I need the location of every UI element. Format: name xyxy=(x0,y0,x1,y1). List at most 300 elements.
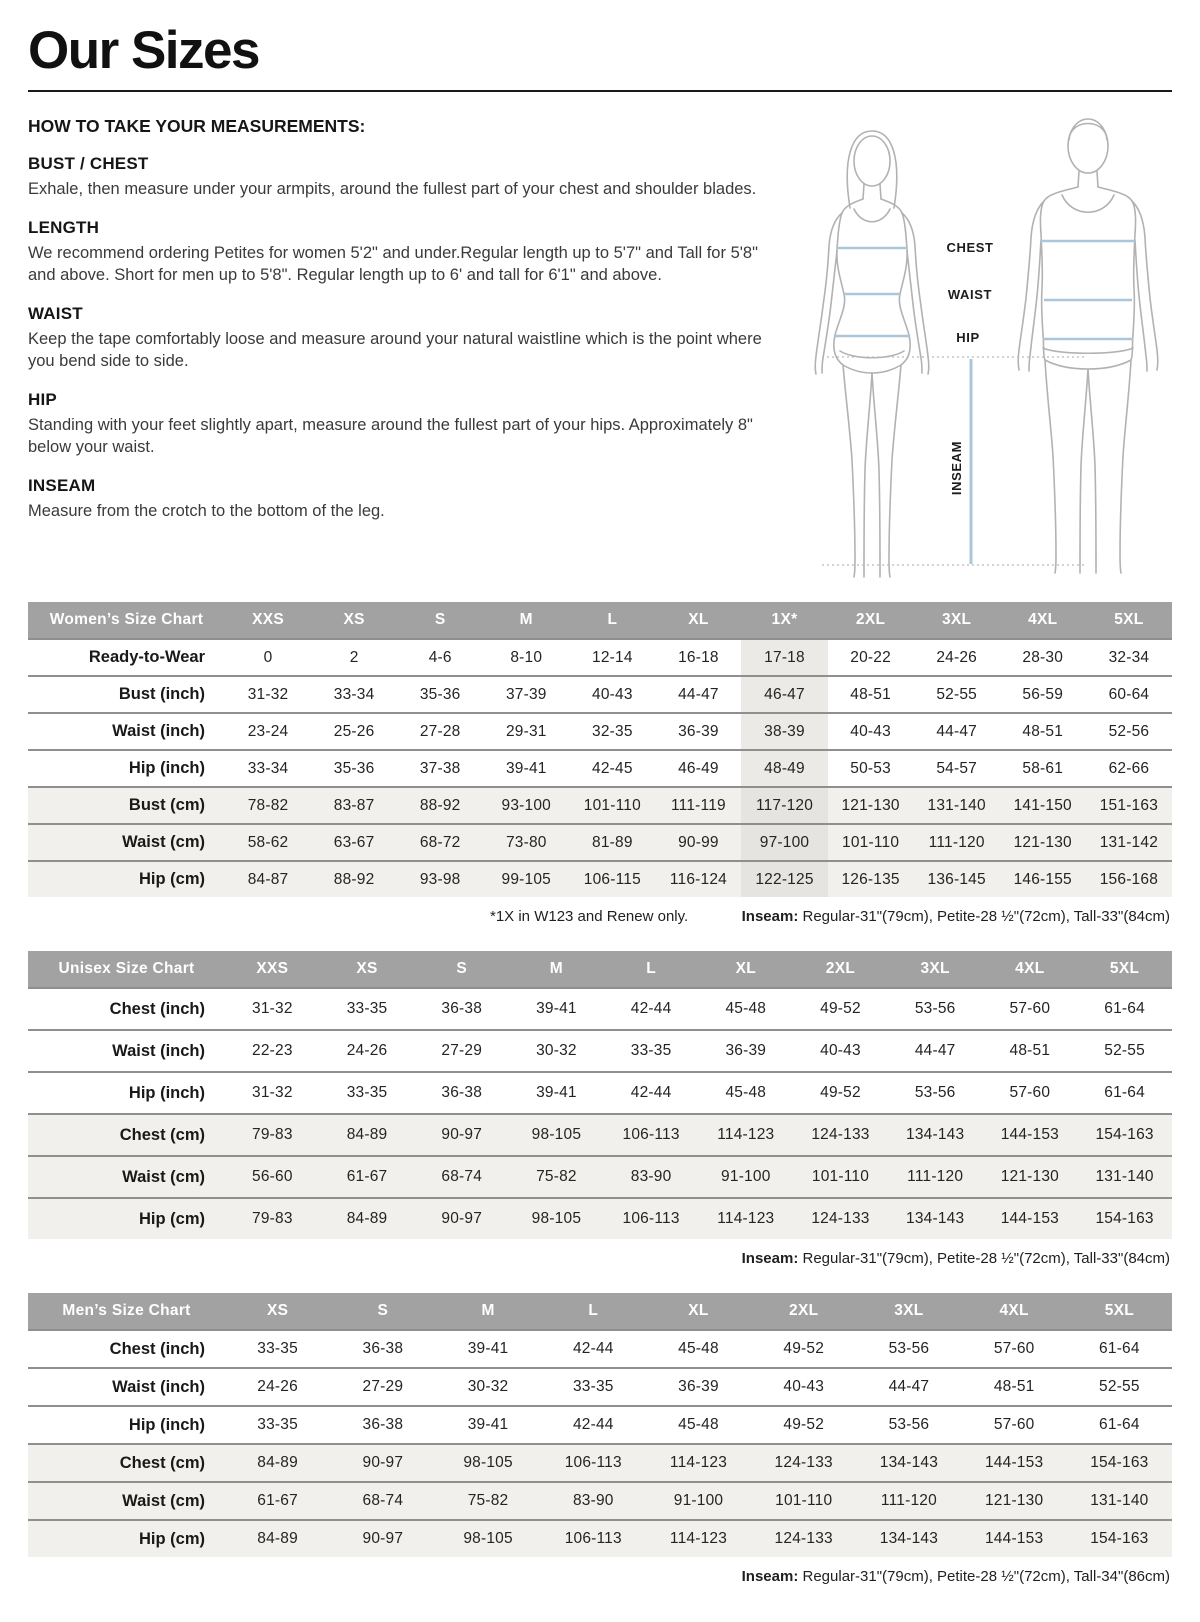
size-cell: 124-133 xyxy=(811,1210,870,1228)
row-label: Chest (inch) xyxy=(109,1339,205,1358)
size-cell: 156-168 xyxy=(1099,870,1159,888)
size-cell: 121-130 xyxy=(984,1492,1044,1510)
size-cell: 27-29 xyxy=(441,1042,483,1060)
size-cell: 42-44 xyxy=(630,1000,672,1018)
row-label: Hip (cm) xyxy=(139,1529,205,1548)
size-cell: 0 xyxy=(263,648,273,666)
table-row xyxy=(28,861,1172,897)
mens-table-title: Men’s Size Chart xyxy=(28,1293,225,1330)
unisex-table-header-row xyxy=(28,951,1172,988)
size-cell: 61-67 xyxy=(346,1168,388,1186)
size-cell: 32-34 xyxy=(1108,648,1150,666)
unisex-table-title: Unisex Size Chart xyxy=(28,951,225,988)
section-body: Keep the tape comfortably loose and measure around your natural waistline which is the point where you bend side to side. xyxy=(28,330,762,371)
womens-table-notes xyxy=(28,908,1172,929)
table-row xyxy=(28,639,1172,676)
size-column-header: M xyxy=(509,951,604,988)
section-title: BUST / CHEST xyxy=(28,154,149,174)
size-cell: 8-10 xyxy=(510,648,543,666)
size-column-header: M xyxy=(483,602,569,639)
size-column-header: 2XL xyxy=(793,951,888,988)
size-cell: 40-43 xyxy=(783,1378,825,1396)
size-cell: 17-18 xyxy=(741,639,827,676)
size-cell: 134-143 xyxy=(879,1454,939,1472)
measurement-figure-illustration xyxy=(790,108,1172,590)
size-cell: 31-32 xyxy=(252,1084,293,1102)
size-cell: 53-56 xyxy=(888,1340,930,1358)
size-cell: 106-113 xyxy=(622,1210,680,1228)
size-cell: 45-48 xyxy=(725,1000,767,1018)
size-cell: 52-56 xyxy=(1108,722,1150,740)
size-cell: 131-142 xyxy=(1099,833,1159,851)
size-cell: 79-83 xyxy=(252,1126,293,1144)
size-column-header: M xyxy=(435,1293,540,1330)
table-row xyxy=(28,1406,1172,1444)
female-figure-outline xyxy=(815,131,929,577)
section-title: WAIST xyxy=(28,304,83,324)
size-cell: 57-60 xyxy=(993,1416,1035,1434)
size-cell: 134-143 xyxy=(879,1530,939,1548)
size-cell: 52-55 xyxy=(1099,1378,1140,1396)
size-cell: 146-155 xyxy=(1013,870,1072,888)
size-cell: 40-43 xyxy=(592,685,633,703)
size-column-header: XS xyxy=(225,1293,330,1330)
size-cell: 90-99 xyxy=(678,833,719,851)
size-cell: 60-64 xyxy=(1108,685,1150,703)
size-cell: 88-92 xyxy=(333,870,375,888)
page-title: Our Sizes xyxy=(28,21,259,80)
size-cell: 83-87 xyxy=(333,796,375,814)
size-cell: 84-89 xyxy=(257,1454,298,1472)
size-column-header: 1X* xyxy=(741,602,827,639)
hip-label: HIP xyxy=(956,330,980,346)
section-body: Exhale, then measure under your armpits, around the fullest part of your chest and shoulder blades. xyxy=(28,180,757,199)
table-row xyxy=(28,1198,1172,1239)
size-cell: 114-123 xyxy=(717,1126,775,1144)
size-cell: 37-38 xyxy=(419,759,461,777)
size-cell: 57-60 xyxy=(1009,1084,1051,1102)
section-title: LENGTH xyxy=(28,218,100,238)
size-cell: 48-51 xyxy=(993,1378,1035,1396)
row-label: Waist (cm) xyxy=(122,833,205,852)
size-cell: 121-130 xyxy=(841,796,900,814)
size-cell: 106-113 xyxy=(564,1530,622,1548)
size-cell: 154-163 xyxy=(1090,1530,1149,1548)
size-cell: 63-67 xyxy=(333,833,375,851)
size-cell: 114-123 xyxy=(717,1210,775,1228)
size-cell: 2 xyxy=(349,648,359,666)
size-cell: 36-38 xyxy=(362,1340,404,1358)
size-cell: 52-55 xyxy=(936,685,977,703)
size-cell: 106-113 xyxy=(564,1454,622,1472)
size-cell: 106-115 xyxy=(583,870,641,888)
row-label: Waist (inch) xyxy=(112,1377,205,1396)
row-label: Waist (inch) xyxy=(112,1041,205,1060)
inseam-footnote-text: Regular-31"(79cm), Petite-28 ½"(72cm), Tall-33"(84cm) xyxy=(798,1250,1170,1268)
row-label: Ready-to-Wear xyxy=(88,648,205,667)
table-row xyxy=(28,1156,1172,1198)
size-cell: 49-52 xyxy=(820,1000,861,1018)
size-cell: 93-100 xyxy=(501,796,551,814)
size-cell: 98-105 xyxy=(463,1530,513,1548)
size-column-header: S xyxy=(414,951,509,988)
size-cell: 16-18 xyxy=(678,648,719,666)
size-cell: 144-153 xyxy=(1000,1210,1059,1228)
size-cell: 84-89 xyxy=(346,1126,388,1144)
section-inseam xyxy=(28,476,780,523)
womens-inseam-footnote xyxy=(742,908,1170,925)
size-cell: 88-92 xyxy=(419,796,461,814)
size-cell: 124-133 xyxy=(774,1454,833,1472)
size-cell: 111-119 xyxy=(671,796,726,814)
womens-table-header-row xyxy=(28,602,1172,639)
size-cell: 101-110 xyxy=(583,796,641,814)
size-cell: 144-153 xyxy=(1000,1126,1059,1144)
size-cell: 136-145 xyxy=(927,870,986,888)
size-cell: 61-67 xyxy=(257,1492,298,1510)
size-cell: 31-32 xyxy=(247,685,289,703)
size-cell: 99-105 xyxy=(501,870,551,888)
size-cell: 141-150 xyxy=(1013,796,1072,814)
size-cell: 29-31 xyxy=(505,722,547,740)
row-label: Waist (cm) xyxy=(122,1491,205,1510)
size-cell: 24-26 xyxy=(936,648,977,666)
chest-label: CHEST xyxy=(946,240,994,256)
size-cell: 90-97 xyxy=(362,1530,404,1548)
mens-table-notes xyxy=(28,1568,1172,1589)
size-cell: 154-163 xyxy=(1095,1126,1154,1144)
size-cell: 98-105 xyxy=(463,1454,513,1472)
size-cell: 58-62 xyxy=(247,833,289,851)
size-cell: 68-72 xyxy=(419,833,461,851)
size-cell: 111-120 xyxy=(880,1492,937,1510)
size-cell: 36-38 xyxy=(362,1416,404,1434)
size-cell: 30-32 xyxy=(536,1042,577,1060)
size-column-header: XS xyxy=(320,951,415,988)
mens-inseam-footnote xyxy=(742,1568,1170,1585)
section-length xyxy=(28,218,780,287)
table-row xyxy=(28,1330,1172,1368)
size-cell: 36-38 xyxy=(441,1000,483,1018)
size-cell: 25-26 xyxy=(333,722,375,740)
size-cell: 31-32 xyxy=(252,1000,293,1018)
size-cell: 39-41 xyxy=(467,1416,509,1434)
row-label: Hip (cm) xyxy=(139,1209,205,1228)
size-cell: 33-34 xyxy=(333,685,375,703)
size-cell: 101-110 xyxy=(842,833,900,851)
size-cell: 36-38 xyxy=(441,1084,483,1102)
size-cell: 27-28 xyxy=(419,722,461,740)
size-cell: 62-66 xyxy=(1108,759,1150,777)
table-row xyxy=(28,787,1172,824)
womens-1x-footnote: *1X in W123 and Renew only. xyxy=(490,908,689,926)
size-cell: 56-59 xyxy=(1022,685,1064,703)
size-cell: 50-53 xyxy=(850,759,891,777)
inseam-footnote-text: Regular-31"(79cm), Petite-28 ½"(72cm), Tall-34"(86cm) xyxy=(798,1568,1170,1586)
size-column-header: XL xyxy=(646,1293,751,1330)
size-column-header: L xyxy=(604,951,699,988)
size-column-header: XXS xyxy=(225,951,320,988)
size-cell: 122-125 xyxy=(741,861,827,897)
size-cell: 36-39 xyxy=(678,1378,719,1396)
size-cell: 33-34 xyxy=(247,759,289,777)
size-cell: 36-39 xyxy=(725,1042,767,1060)
size-cell: 33-35 xyxy=(572,1378,614,1396)
size-cell: 98-105 xyxy=(531,1210,582,1228)
size-cell: 46-49 xyxy=(678,759,719,777)
size-cell: 35-36 xyxy=(419,685,461,703)
size-cell: 45-48 xyxy=(678,1416,719,1434)
row-label: Hip (inch) xyxy=(128,1415,205,1434)
size-cell: 20-22 xyxy=(850,648,891,666)
size-cell: 53-56 xyxy=(914,1000,956,1018)
size-cell: 42-44 xyxy=(572,1416,614,1434)
size-cell: 124-133 xyxy=(774,1530,833,1548)
size-cell: 33-35 xyxy=(257,1416,298,1434)
size-column-header: XS xyxy=(311,602,397,639)
size-cell: 52-55 xyxy=(1104,1042,1145,1060)
row-label: Hip (cm) xyxy=(139,870,205,889)
section-hip xyxy=(28,390,780,459)
size-cell: 35-36 xyxy=(333,759,375,777)
size-cell: 126-135 xyxy=(841,870,900,888)
table-row xyxy=(28,824,1172,861)
size-cell: 22-23 xyxy=(252,1042,293,1060)
size-cell: 90-97 xyxy=(441,1126,483,1144)
size-cell: 39-41 xyxy=(536,1000,577,1018)
size-cell: 46-47 xyxy=(741,676,827,713)
row-label: Bust (inch) xyxy=(118,685,205,704)
mens-size-chart-table xyxy=(28,1293,1172,1557)
row-label: Chest (inch) xyxy=(109,999,205,1018)
size-column-header: S xyxy=(330,1293,435,1330)
section-body: Measure from the crotch to the bottom of the leg. xyxy=(28,501,385,520)
size-cell: 44-47 xyxy=(678,685,719,703)
title-divider xyxy=(28,90,1172,92)
size-cell: 24-26 xyxy=(257,1378,298,1396)
size-cell: 27-29 xyxy=(362,1378,404,1396)
mens-table-header-row xyxy=(28,1293,1172,1330)
size-column-header: L xyxy=(569,602,655,639)
inseam-footnote-label: Inseam: xyxy=(741,1250,799,1268)
size-column-header: 3XL xyxy=(888,951,983,988)
size-cell: 84-89 xyxy=(257,1530,298,1548)
measurement-instructions xyxy=(28,108,780,590)
size-cell: 30-32 xyxy=(467,1378,509,1396)
size-cell: 39-41 xyxy=(536,1084,577,1102)
size-cell: 98-105 xyxy=(531,1126,582,1144)
size-cell: 101-110 xyxy=(775,1492,833,1510)
size-cell: 4-6 xyxy=(428,648,452,666)
size-cell: 40-43 xyxy=(820,1042,861,1060)
size-cell: 68-74 xyxy=(362,1492,404,1510)
size-cell: 97-100 xyxy=(741,824,827,861)
size-cell: 144-153 xyxy=(984,1454,1044,1472)
size-cell: 38-39 xyxy=(741,713,827,750)
size-cell: 114-123 xyxy=(669,1454,728,1472)
size-column-header: 3XL xyxy=(914,602,1000,639)
size-cell: 117-120 xyxy=(741,787,827,824)
table-row xyxy=(28,713,1172,750)
waist-label: WAIST xyxy=(947,287,993,303)
intro-section xyxy=(28,108,1172,590)
size-cell: 93-98 xyxy=(419,870,461,888)
size-cell: 111-120 xyxy=(907,1168,964,1186)
size-cell: 53-56 xyxy=(914,1084,956,1102)
size-cell: 81-89 xyxy=(592,833,633,851)
size-cell: 91-100 xyxy=(673,1492,724,1510)
size-cell: 134-143 xyxy=(906,1126,965,1144)
body-measurement-diagram xyxy=(790,108,1172,586)
size-cell: 54-57 xyxy=(936,759,977,777)
section-bust-chest xyxy=(28,154,780,201)
table-row xyxy=(28,988,1172,1030)
size-cell: 111-120 xyxy=(928,833,985,851)
size-cell: 84-89 xyxy=(346,1210,388,1228)
size-cell: 83-90 xyxy=(630,1168,672,1186)
size-cell: 73-80 xyxy=(505,833,547,851)
size-cell: 90-97 xyxy=(362,1454,404,1472)
size-cell: 49-52 xyxy=(783,1340,825,1358)
size-cell: 33-35 xyxy=(346,1000,388,1018)
size-column-header: S xyxy=(397,602,483,639)
size-cell: 116-124 xyxy=(669,870,727,888)
male-figure-outline xyxy=(1018,119,1158,573)
size-cell: 79-83 xyxy=(252,1210,293,1228)
size-column-header: 4XL xyxy=(1000,602,1086,639)
size-cell: 45-48 xyxy=(725,1084,767,1102)
size-cell: 32-35 xyxy=(592,722,633,740)
size-cell: 24-26 xyxy=(346,1042,388,1060)
inseam-footnote-label: Inseam: xyxy=(741,1568,799,1586)
inseam-label: INSEAM xyxy=(949,441,964,496)
row-label: Waist (inch) xyxy=(112,722,205,741)
size-cell: 39-41 xyxy=(467,1340,509,1358)
size-cell: 42-44 xyxy=(572,1340,614,1358)
size-cell: 48-51 xyxy=(1022,722,1064,740)
size-cell: 40-43 xyxy=(850,722,891,740)
size-cell: 84-87 xyxy=(247,870,289,888)
inseam-footnote-label: Inseam: xyxy=(741,908,799,926)
row-label: Bust (cm) xyxy=(128,796,205,815)
size-column-header: 2XL xyxy=(828,602,914,639)
unisex-table-notes xyxy=(28,1250,1172,1271)
size-cell: 12-14 xyxy=(592,648,633,666)
size-cell: 83-90 xyxy=(572,1492,614,1510)
size-cell: 49-52 xyxy=(783,1416,825,1434)
size-column-header: XL xyxy=(655,602,741,639)
size-cell: 78-82 xyxy=(247,796,289,814)
size-column-header: 5XL xyxy=(1077,951,1172,988)
womens-size-chart-table xyxy=(28,602,1172,897)
size-column-header: 3XL xyxy=(856,1293,961,1330)
size-cell: 42-44 xyxy=(630,1084,672,1102)
size-cell: 58-61 xyxy=(1022,759,1064,777)
size-cell: 61-64 xyxy=(1104,1084,1145,1102)
size-cell: 131-140 xyxy=(1095,1168,1154,1186)
unisex-inseam-footnote xyxy=(742,1250,1170,1267)
size-column-header: 2XL xyxy=(751,1293,856,1330)
table-row xyxy=(28,1520,1172,1557)
size-cell: 124-133 xyxy=(811,1126,870,1144)
row-label: Waist (cm) xyxy=(122,1167,205,1186)
size-cell: 90-97 xyxy=(441,1210,483,1228)
size-cell: 75-82 xyxy=(467,1492,509,1510)
size-cell: 48-49 xyxy=(741,750,827,787)
womens-table-title: Women’s Size Chart xyxy=(28,602,225,639)
size-cell: 61-64 xyxy=(1099,1416,1140,1434)
size-column-header: L xyxy=(541,1293,646,1330)
table-row xyxy=(28,750,1172,787)
size-column-header: XXS xyxy=(225,602,311,639)
size-cell: 121-130 xyxy=(1000,1168,1059,1186)
size-cell: 121-130 xyxy=(1013,833,1072,851)
size-cell: 48-51 xyxy=(850,685,891,703)
size-cell: 154-163 xyxy=(1095,1210,1154,1228)
size-cell: 44-47 xyxy=(888,1378,930,1396)
inseam-footnote-text: Regular-31"(79cm), Petite-28 ½"(72cm), Tall-33"(84cm) xyxy=(798,908,1170,926)
howto-heading: HOW TO TAKE YOUR MEASUREMENTS: xyxy=(28,116,366,137)
size-column-header: XL xyxy=(698,951,793,988)
table-row xyxy=(28,676,1172,713)
section-body: We recommend ordering Petites for women 5'2" and under.Regular length up to 5'7" and Tall for 5'8" and above. Short for men up to 5'8". Regular length up to 6' and tall for 6'1" and above. xyxy=(28,244,758,285)
size-cell: 101-110 xyxy=(811,1168,870,1186)
size-cell: 57-60 xyxy=(993,1340,1035,1358)
size-cell: 114-123 xyxy=(669,1530,728,1548)
size-cell: 33-35 xyxy=(630,1042,672,1060)
section-waist xyxy=(28,304,780,373)
size-column-header: 4XL xyxy=(962,1293,1067,1330)
size-cell: 49-52 xyxy=(820,1084,861,1102)
section-title: INSEAM xyxy=(28,475,96,495)
size-cell: 61-64 xyxy=(1104,1000,1145,1018)
size-cell: 33-35 xyxy=(257,1340,298,1358)
size-cell: 23-24 xyxy=(247,722,289,740)
size-cell: 144-153 xyxy=(984,1530,1044,1548)
row-label: Chest (cm) xyxy=(119,1125,205,1144)
unisex-size-chart-table xyxy=(28,951,1172,1239)
size-cell: 56-60 xyxy=(252,1168,293,1186)
size-cell: 75-82 xyxy=(536,1168,577,1186)
size-cell: 45-48 xyxy=(678,1340,719,1358)
section-body: Standing with your feet slightly apart, measure around the fullest part of your hips. Approximately 8" below your waist. xyxy=(28,415,753,456)
size-column-header: 5XL xyxy=(1067,1293,1172,1330)
row-label: Hip (inch) xyxy=(128,1083,205,1102)
table-row xyxy=(28,1072,1172,1114)
table-row xyxy=(28,1368,1172,1406)
size-cell: 44-47 xyxy=(936,722,977,740)
size-cell: 151-163 xyxy=(1099,796,1159,814)
size-cell: 39-41 xyxy=(505,759,547,777)
size-cell: 106-113 xyxy=(622,1126,680,1144)
row-label: Hip (inch) xyxy=(128,759,205,778)
section-title: HIP xyxy=(28,389,57,409)
size-cell: 131-140 xyxy=(1090,1492,1149,1510)
size-cell: 68-74 xyxy=(441,1168,483,1186)
size-column-header: 5XL xyxy=(1086,602,1172,639)
size-cell: 44-47 xyxy=(914,1042,956,1060)
size-cell: 28-30 xyxy=(1022,648,1064,666)
size-cell: 154-163 xyxy=(1090,1454,1149,1472)
table-row xyxy=(28,1030,1172,1072)
size-cell: 36-39 xyxy=(678,722,719,740)
table-row xyxy=(28,1114,1172,1156)
size-column-header: 4XL xyxy=(983,951,1078,988)
size-cell: 57-60 xyxy=(1009,1000,1051,1018)
row-label: Chest (cm) xyxy=(119,1453,205,1472)
size-cell: 134-143 xyxy=(906,1210,965,1228)
table-row xyxy=(28,1482,1172,1520)
